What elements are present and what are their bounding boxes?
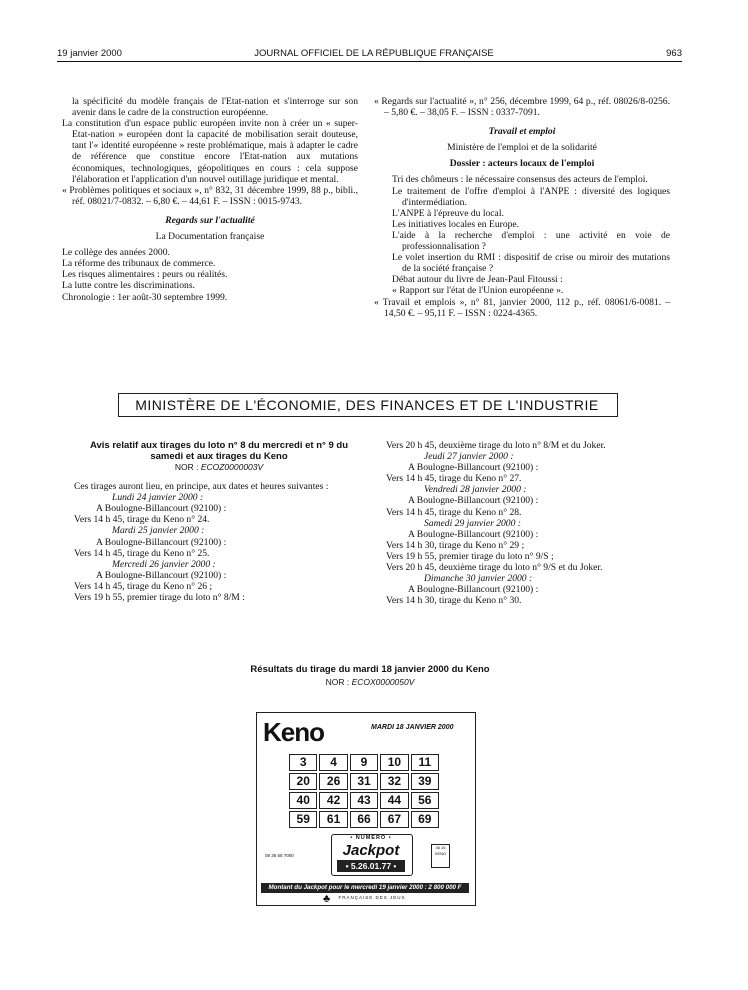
keno-number-cell: 66 (350, 811, 378, 828)
clover-icon: ♣ (323, 893, 331, 905)
list-item: Le traitement de l'offre d'emploi à l'ANPE : diversité des logiques d'intermédiation. (392, 185, 670, 208)
keno-number-cell: 39 (411, 773, 439, 790)
jackpot-amount-banner: Montant du Jackpot pour le mercredi 19 janvier 2000 : 2 800 000 F (261, 883, 469, 893)
schedule-day: Jeudi 27 janvier 2000 : (424, 451, 514, 463)
list-item: Le volet insertion du RMI : dispositif de crise ou miroir des mutations de la société française ? (392, 252, 670, 275)
right-top-column (374, 96, 670, 319)
schedule-day: Dimanche 30 janvier 2000 : (424, 573, 533, 585)
list-item: Les risques alimentaires : peurs ou réalités. (62, 269, 228, 281)
avis-intro: Ces tirages auront lieu, en principe, aux dates et heures suivantes : (74, 481, 329, 493)
nor-reference (74, 462, 364, 473)
nor-label: NOR : (174, 462, 199, 472)
keno-number-cell: 61 (319, 811, 347, 828)
schedule-day: Lundi 24 janvier 2000 : (112, 492, 204, 504)
jackpot-word: Jackpot (342, 842, 400, 859)
list-item: L'aide à la recherche d'emploi : une activité en voie de professionnalisation ? (392, 229, 670, 253)
list-item: Le collège des années 2000. (62, 247, 170, 259)
section-title: Travail et emploi (488, 126, 556, 138)
keno-number-cell: 31 (350, 773, 378, 790)
schedule-place: A Boulogne-Billancourt (92100) : (408, 584, 539, 596)
schedule-line: Vers 20 h 45, deuxième tirage du loto n° 9/S et du Joker. (386, 562, 603, 574)
schedule-line: Vers 14 h 45, tirage du Keno n° 28. (386, 506, 522, 518)
schedule-line: Vers 14 h 45, tirage du Keno n° 25. (74, 547, 210, 559)
ministry-name: Ministère de l'emploi et de la solidarité (447, 142, 597, 154)
keno-number-grid (289, 754, 439, 828)
journal-title: JOURNAL OFFICIEL DE LA RÉPUBLIQUE FRANÇAISE (254, 48, 494, 59)
nor-label: NOR : (325, 677, 350, 687)
avis-left-column (74, 440, 364, 603)
publication-ref: « Travail et emplois », n° 81, janvier 2000, 112 p., réf. 08061/6-0081. – 14,50 €. – 95,11 F. – ISSN : 0224-4365. (374, 296, 670, 319)
keno-draw-date: MARDI 18 JANVIER 2000 (371, 724, 454, 731)
keno-number-cell: 44 (380, 792, 408, 809)
schedule-line: Vers 14 h 45, tirage du Keno n° 26 ; (74, 580, 213, 592)
keno-number-cell: 3 (289, 754, 317, 771)
schedule-line: Vers 20 h 45, deuxième tirage du loto n° 8/M et du Joker. (386, 440, 606, 451)
schedule-day: Mardi 25 janvier 2000 : (112, 525, 205, 537)
schedule-day: Mercredi 26 janvier 2000 : (112, 558, 216, 570)
minitel-box: 36 15 KENO (431, 844, 450, 868)
keno-number-cell: 9 (350, 754, 378, 771)
schedule-place: A Boulogne-Billancourt (92100) : (408, 462, 539, 474)
publisher: La Documentation française (155, 231, 265, 243)
schedule-line: Vers 14 h 45, tirage du Keno n° 27. (386, 473, 522, 485)
ministry-banner: MINISTÈRE DE L'ÉCONOMIE, DES FINANCES ET DE L'INDUSTRIE (135, 397, 599, 413)
keno-number-cell: 67 (380, 811, 408, 828)
schedule-line: Vers 14 h 30, tirage du Keno n° 29 ; (386, 539, 525, 551)
keno-number-cell: 59 (289, 811, 317, 828)
results-title: Résultats du tirage du mardi 18 janvier 2000 du Keno (250, 664, 490, 675)
list-item: L'ANPE à l'épreuve du local. (392, 207, 504, 219)
list-item: La lutte contre les discriminations. (62, 280, 195, 292)
schedule-line: Vers 19 h 55, premier tirage du loto n° 8/M : (74, 592, 245, 604)
publication-ref: « Problèmes politiques et sociaux », n° 832, 31 décembre 1999, 88 p., bibli., réf. 08021/7-0832. – 6,80 €. – 44,61 F. – ISSN : 0015-9743. (62, 184, 358, 207)
keno-number-cell: 4 (319, 754, 347, 771)
keno-number-cell: 69 (411, 811, 439, 828)
schedule-place: A Boulogne-Billancourt (92100) : (96, 536, 227, 548)
list-item: La réforme des tribunaux de commerce. (62, 258, 216, 270)
keno-phone-note: 08 36 65 7000 (265, 853, 294, 858)
jackpot-label: • NUMÉRO • (350, 835, 392, 841)
avis-right-column (386, 440, 676, 606)
header-rule (57, 61, 682, 62)
paragraph: la spécificité du modèle français de l'Etat-nation et s'interroge sur son avenir dans le cadre de la construction européenne. (72, 96, 358, 119)
keno-number-cell: 10 (380, 754, 408, 771)
results-nor (120, 677, 620, 687)
keno-number-cell: 42 (319, 792, 347, 809)
paragraph: La constitution d'un espace public européen invite non à créer un « super-Etat-nation » européen dont la capacité de mobilisation serait douteuse, tant l'« identité européenne » reste problématique, mais à adapter le cadre de référence que constitue encore l'Etat-nation aux mutations économiques, technologiques, géopolitiques en cours : cela suppose l'élaboration et l'application d'un nouvel outillage juridique et mental. (62, 118, 358, 185)
results-heading (120, 664, 620, 687)
schedule-line: Vers 14 h 45, tirage du Keno n° 24. (74, 514, 210, 526)
keno-number-cell: 43 (350, 792, 378, 809)
publication-ref: « Regards sur l'actualité », n° 256, décembre 1999, 64 p., réf. 08026/8-0256. – 5,80 €. – 38,05 F. – ISSN : 0337-7091. (374, 96, 670, 119)
page-number: 963 (666, 48, 682, 59)
dossier-title: Dossier : acteurs locaux de l'emploi (449, 158, 595, 170)
list-item: Tri des chômeurs : le nécessaire consensus des acteurs de l'emploi. (392, 174, 648, 186)
schedule-place: A Boulogne-Billancourt (92100) : (408, 528, 539, 540)
keno-number-cell: 26 (319, 773, 347, 790)
section-title: Regards sur l'actualité (165, 214, 255, 226)
nor-code: ECOZ0000003V (200, 462, 264, 472)
header-date: 19 janvier 2000 (57, 48, 122, 59)
keno-number-cell: 11 (411, 754, 439, 771)
schedule-place: A Boulogne-Billancourt (92100) : (408, 495, 539, 507)
schedule-day: Vendredi 28 janvier 2000 : (424, 484, 527, 496)
jackpot-number: • 5.26.01.77 • (337, 860, 405, 872)
fdj-logo-text: FRANÇAISE DES JEUX (338, 895, 406, 900)
schedule-place: A Boulogne-Billancourt (92100) : (96, 503, 227, 515)
avis-title: Avis relatif aux tirages du loto n° 8 du mercredi et n° 9 du samedi et aux tirages du Keno (90, 440, 348, 462)
list-item: Chronologie : 1er août-30 septembre 1999. (62, 291, 228, 303)
list-item: Débat autour du livre de Jean-Paul Fitoussi : (392, 274, 563, 286)
keno-number-cell: 20 (289, 773, 317, 790)
left-top-column (62, 96, 358, 303)
keno-logo: Keno (263, 717, 324, 747)
keno-number-cell: 40 (289, 792, 317, 809)
nor-code: ECOX0000050V (351, 677, 415, 687)
schedule-place: A Boulogne-Billancourt (92100) : (96, 569, 227, 581)
schedule-line: Vers 14 h 30, tirage du Keno n° 30. (386, 595, 522, 607)
keno-number-cell: 32 (380, 773, 408, 790)
keno-results-card (256, 712, 476, 906)
keno-number-cell: 56 (411, 792, 439, 809)
schedule-day: Samedi 29 janvier 2000 : (424, 517, 521, 529)
schedule-line: Vers 19 h 55, premier tirage du loto n° 9/S ; (386, 550, 554, 562)
list-item: « Rapport sur l'état de l'Union européenne ». (392, 285, 564, 297)
list-item: Les initiatives locales en Europe. (392, 218, 520, 230)
